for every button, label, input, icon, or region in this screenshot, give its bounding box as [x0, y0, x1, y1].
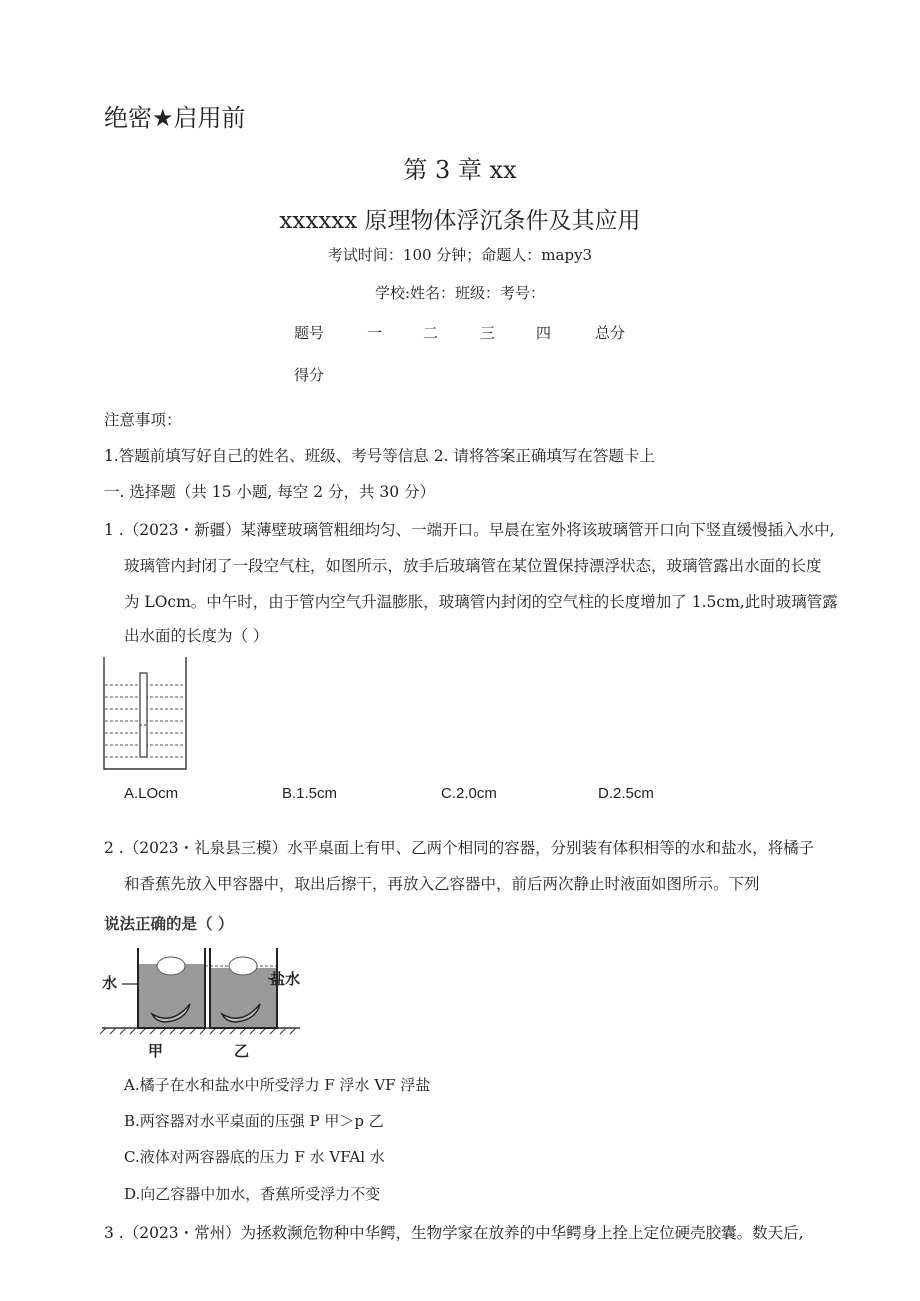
question-1-line: 1 .（2023・新疆）某薄壁玻璃管粗细均匀、一端开口。早晨在室外将该玻璃管开口向下竖直缓慢插入水中,	[104, 521, 835, 539]
chapter-title: 第 3 章 xx	[403, 156, 517, 184]
document-title: xxxxxx 原理物体浮沉条件及其应用	[279, 208, 641, 234]
exam-info: 考试时间：100 分钟；命题人：mapy3	[327, 246, 593, 264]
question-1-option: A.LOcm	[124, 785, 179, 802]
question-2-option: C.液体对两容器底的压力 F 水 VFAl 水	[124, 1148, 385, 1166]
question-2-option: B.两容器对水平桌面的压强 P 甲＞p 乙	[124, 1112, 384, 1130]
student-info: 学校:姓名：班级：考号：	[374, 284, 546, 302]
question-1-line: 玻璃管内封闭了一段空气柱，如图所示，放手后玻璃管在某位置保持漂浮状态，玻璃管露出水面的长度	[124, 557, 822, 575]
notice-text: 1.答题前填写好自己的姓名、班级、考号等信息 2. 请将答案正确填写在答题卡上	[104, 447, 655, 465]
question-1-option: D.2.5cm	[598, 785, 654, 802]
score-table-header: 三	[480, 324, 496, 342]
question-1-option: C.2.0cm	[441, 785, 497, 802]
question-2-option: D.向乙容器中加水，香蕉所受浮力不变	[124, 1185, 381, 1203]
orange-banana-figure	[100, 942, 320, 1067]
score-table-header: 二	[423, 324, 439, 342]
question-1-line: 出水面的长度为（ ）	[124, 627, 269, 645]
section-heading: 一. 选择题（共 15 小题, 每空 2 分，共 30 分）	[104, 483, 436, 501]
notice-heading: 注意事项：	[104, 411, 182, 429]
figure-label-left: 甲	[148, 1042, 164, 1060]
figure-label-brine: 盐水	[270, 970, 301, 988]
question-1-line: 为 LOcm。中午时，由于管内空气升温膨胀，玻璃管内封闭的空气柱的长度增加了 1.5cm,此时玻璃管露	[124, 593, 838, 611]
score-table-header: 总分	[595, 324, 626, 342]
glass-tube-figure	[100, 655, 195, 775]
score-table-header: 题号	[294, 324, 325, 342]
figure-label-water: 水	[102, 974, 118, 992]
question-2-line: 2 .（2023・礼泉县三模）水平桌面上有甲、乙两个相同的容器，分别装有体积相等的水和盐水，将橘子	[104, 839, 815, 857]
question-2-line: 和香蕉先放入甲容器中，取出后擦干，再放入乙容器中，前后两次静止时液面如图所示。下列	[124, 875, 760, 893]
question-3-line: 3 .（2023・常州）为拯救濒危物种中华鳄，生物学家在放养的中华鳄身上拴上定位硬壳胶囊。数天后,	[104, 1224, 804, 1242]
score-row-label: 得分	[294, 366, 325, 384]
figure-label-right: 乙	[234, 1042, 250, 1060]
score-table-header: 一	[367, 324, 383, 342]
question-2-option: A.橘子在水和盐水中所受浮力 F 浮水 VF 浮盐	[124, 1076, 431, 1094]
score-table-header: 四	[536, 324, 552, 342]
question-2-line: 说法正确的是（ ）	[104, 914, 234, 933]
question-1-option: B.1.5cm	[282, 785, 338, 802]
confidential-label: 绝密★启用前	[104, 104, 246, 132]
